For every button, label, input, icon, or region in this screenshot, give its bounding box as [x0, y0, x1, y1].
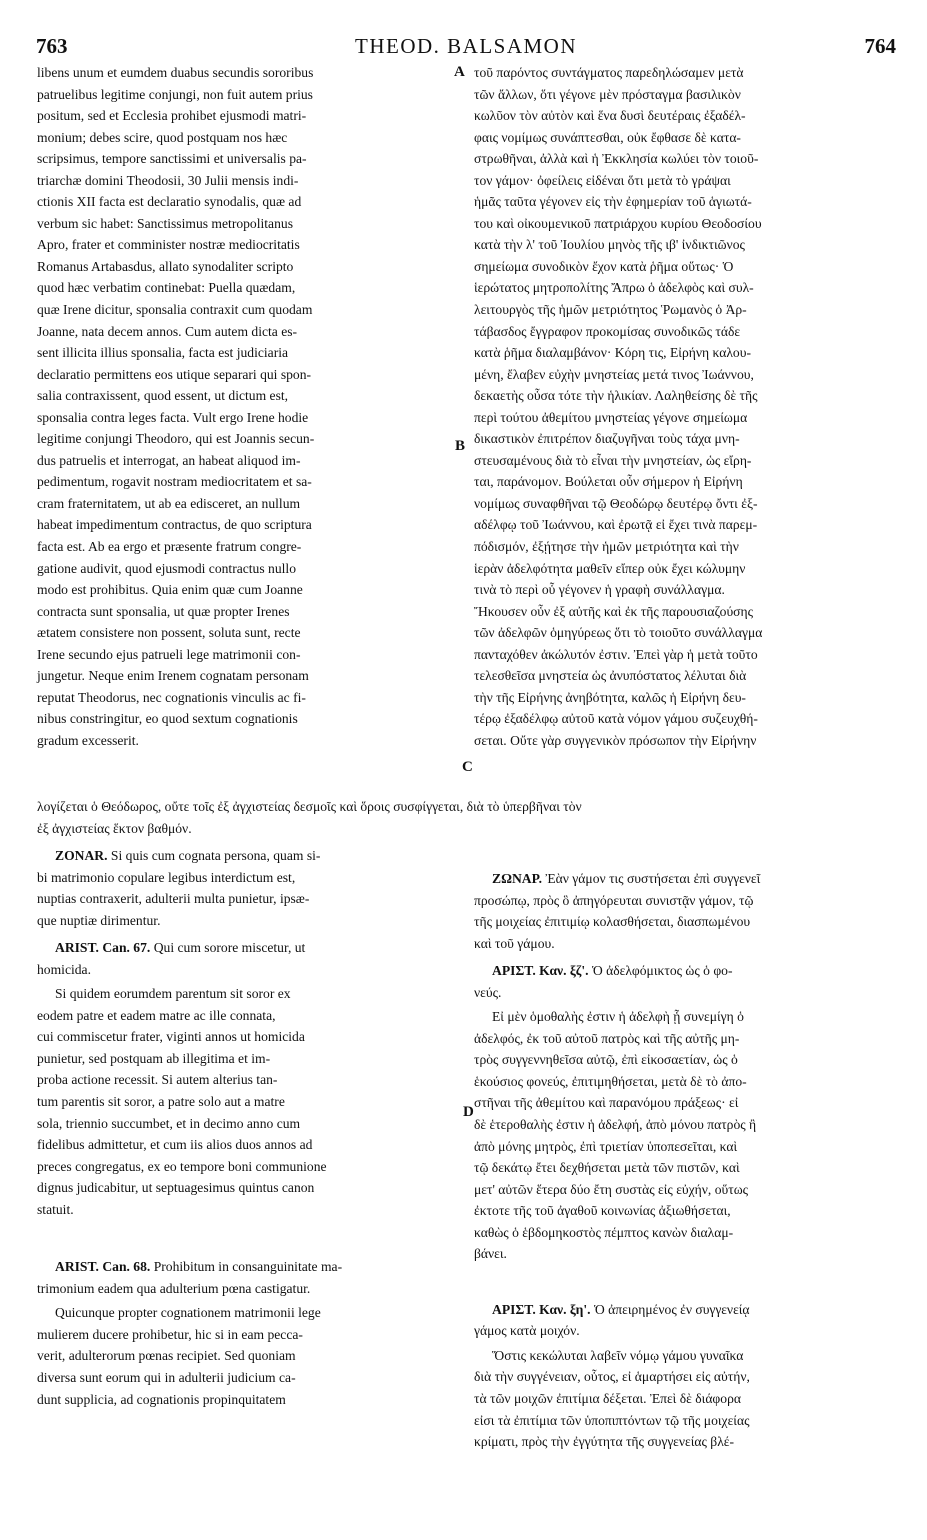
greek-arist68-text: Ὅστις κεκώλυται λαβεῖν νόμῳ γάμου γυναῖκα διὰ τὴν συγγένειαν, οὗτος, εἰ ἁμαρτήσει εἰς αὐτήν, τὰ τῶν μοιχῶν ἐπιτίμια δέξεται. Ἐπεὶ δὲ διάφορα εἰσι τὰ ἐπιτίμια τῶν ὑποπιπτόντων τῷ τῆς μοιχείας κρίματι, πρὸς τὴν ἐγγύτητα τῆς συγγενείας βλέ- — [474, 1347, 750, 1450]
margin-marker-a: A — [454, 64, 465, 80]
latin-arist68-title: Prohibitum in consanguinitate ma- trimonium eadem qua adulterium pœna castigatur. — [37, 1259, 343, 1296]
latin-arist67-label: ARIST. Can. 67. — [55, 940, 151, 956]
latin-zonar-paragraph — [37, 845, 459, 931]
margin-marker-c: C — [462, 759, 473, 775]
latin-arist68-label: ARIST. Can. 68. — [55, 1259, 151, 1275]
page-number-left: 763 — [36, 34, 68, 58]
latin-column-top — [37, 62, 459, 792]
greek-arist68-title: Ὁ ἀπειρημένος ἐν συγγενείᾳ γάμος κατὰ μοιχόν. — [474, 1301, 750, 1339]
latin-column-bottom — [37, 845, 459, 1410]
greek-column-bottom — [474, 868, 896, 1453]
greek-column-top — [474, 62, 896, 792]
latin-arist67-heading — [37, 937, 459, 980]
page-header — [36, 34, 896, 64]
greek-arist67-heading — [474, 960, 896, 1003]
latin-zonar-label: ZONAR. — [55, 848, 108, 863]
latin-arist68-heading — [37, 1256, 459, 1299]
margin-marker-d: D — [463, 1104, 474, 1120]
greek-zonar-label: ΖΩΝΑΡ. — [492, 871, 543, 886]
latin-arist67-text: Si quidem eorumdem parentum sit soror ex eodem patre et eadem matre ac ille connata, cui commiscetur frater, viginti annos ut homicida punietur, sed postquam ab illegitima et im- proba actione recessit. Si autem alterius tan- tum parentis sit soror, a patre solo aut a matre sola, triennio succumbet, et in decimo anno cum fidelibus admittetur, et cum iis alios duos annos ad preces congregatus, ex eo tempore boni communione dignus judicabitur, ut septuagesimus quintus canon statuit. — [37, 986, 327, 1217]
greek-arist67-text: Εἰ μὲν ὁμοθαλὴς ἐστιν ἡ ἀδελφὴ ᾗ συνεμίγη ὁ ἀδελφός, ἐκ τοῦ αὐτοῦ πατρὸς καὶ τῆς αὐτῆς μη- τρὸς συγγεννηθεῖσα αὐτῷ, ἐπὶ εἰκοσαετίαν, ὡς ὁ ἑκούσιος φονεύς, ἐπιτιμηθήσεται, μετὰ δὲ τὸ ἀπο- στῆναι τῆς ἀθεμίτου καὶ παρανόμου πράξεως· εἰ δὲ ἑτεροθαλὴς ἐστιν ἡ ἀδελφή, ἀπὸ μόνου πατρὸς ἢ ἀπὸ μόνης μητρὸς, ἐπὶ τριετίαν ὑποπεσεῖται, καὶ τῷ δεκάτῳ ἔτει δεχθήσεται μετὰ τῶν πιστῶν, καὶ μετ' αὐτῶν ἕτερα δύο ἔτη συστὰς εἰς εὐχήν, οὕτως ἐκτοτε τῆς τοῦ ἀγαθοῦ κοινωνίας ἀξιωθήσεται, καθὼς ὁ ἑβδομηκοστὸς πέμπτος κανὼν διαλαμ- βάνει. — [474, 1009, 757, 1262]
greek-arist68-label: ΑΡΙΣΤ. Καν. ξη'. — [492, 1301, 591, 1317]
greek-arist68-heading — [474, 1299, 896, 1342]
greek-arist67-label: ΑΡΙΣΤ. Καν. ξζ'. — [492, 963, 589, 979]
page-number-right: 764 — [864, 34, 896, 58]
latin-synodal-text: libens unum et eumdem duabus secundis sororibus patruelibus legitime conjungi, non fuit autem prius positum, sed et Ecclesia prohibet ejusmodi matri- monium; debes scire, quod postquam nos hæc scripsimus, tempore sanctissimi et universalis pa- triarchæ domini Theodosii, 30 Julii mensis indi- ctionis XII facta est declaratio synodalis, quæ ad verbum sic habet: Sanctissimus metropolitanus Apro, frater et comminister nostræ mediocritatis Romanus Artabasdus, allato synodaliter scripto quod hæc verbatim continebat: Puella quædam, quæ Irene dicitur, sponsalia contraxit cum quodam Joanne, nata decem annos. Cum autem dicta es- sent illicita illius sponsalia, facta est judiciaria declaratio permittens eos utique separari qui spon- salia contraxissent, quod essent, ut dictum est, sponsalia contra leges facta. Vult ergo Irene hodie legitime conjungi Theodoro, qui est Joannis secun- dus patruelis et interrogat, an habeat aliquod im- pedimentum, rogavit nostram mediocritatem et sa- cram fraternitatem, ut ab ea edisceret, an nullum habeat impedimentum contractus, de quo scriptura facta est. Ab ea ergo et præsente fratrum congre- gatione audivit, quod ejusmodi contractus nullo modo est prohibitus. Quia enim quæ cum Joanne contracta sunt sponsalia, ut quæ propter Irenes ætatem consistere non possent, soluta sunt, recte Irene secundo ejus patrueli lege matrimonii con- jungetur. Neque enim Irenem cognatam personam reputat Theodorus, nec cognationis vinculis ac fi- nibus constringitur, eo quod sextum cognationis gradum excesserit. — [37, 65, 315, 748]
greek-full-width-line: λογίζεται ὁ Θεόδωρος, οὔτε τοῖς ἐξ ἀγχιστείας δεσμοῖς καὶ ὅροις συσφίγγεται, διὰ τὸ ὑπερβῆναι τὸν ἐξ ἀγχιστείας ἕκτον βαθμόν. — [37, 799, 582, 836]
latin-zonar-text: Si quis cum cognata persona, quam si- bi matrimonio copulare legibus interdictum est, nuptias contraxerit, adulterii multa punietur, ipsæ- que nuptiæ dirimentur. — [37, 848, 321, 928]
running-title: THEOD. BALSAMON — [355, 34, 577, 58]
greek-synodal-text: τοῦ παρόντος συντάγματος παρεδηλώσαμεν μετὰ τῶν ἄλλων, ὅτι γέγονε μὲν πρόσταγμα βασιλικὸν κωλῦον τὸν αὐτὸν καὶ ἕνα δυσὶ δευτέραις ἐξαδέλ- φαις νομίμως συνάπτεσθαι, οὐκ ἔφθασε δὲ κατα- στρωθῆναι, ἀλλὰ καὶ ἡ Ἐκκλησία κωλύει τὸν τοιοῦ- τον γάμον· ὀφείλεις εἰδέναι ὅτι μετὰ τὸ γράψαι ἡμᾶς ταῦτα γέγονεν εἰς τὴν ἐφημερίαν τοῦ ἁγιωτά- του καὶ οἰκουμενικοῦ πατριάρχου κυρίου Θεοδοσίου κατὰ τὴν λ' τοῦ Ἰουλίου μηνὸς τῆς ιβ' ἰνδικτιῶνος σημείωμα συνοδικὸν ἔχον κατὰ ῥῆμα οὕτως· Ὁ ἱερώτατος μητροπολίτης Ἄπρω ὁ ἀδελφὸς καὶ συλ- λειτουργὸς τῆς ἡμῶν μετριότητος Ῥωμανὸς ὁ Ἀρ- τάβασδος ἔγγραφον προκομίσας συνοδικῶς τάδε κατὰ ῥῆμα διαλαμβάνον· Κόρη τις, Εἰρήνη καλου- μένη, ἔλαβεν εὐχὴν μνηστείας μετά τινος Ἰωάννου, δεκαετὴς οὖσα τότε τὴν ἡλικίαν. Λαληθείσης δὲ τῆς περὶ τούτου ἀθεμίτου μνηστείας γέγονε σημείωμα δικαστικὸν ἐπιτρέπον διαζυγῆναι τοὺς τάχα μνη- στευσαμένους διὰ τὸ εἶναι τὴν μνηστείαν, ὡς εἴρη- ται, παράνομον. Βούλεται οὖν σήμερον ἡ Εἰρήνη νομίμως συναφθῆναι τῷ Θεοδώρῳ δευτέρῳ ὄντι ἐξ- αδέλφῳ τοῦ Ἰωάννου, καὶ ἐρωτᾷ εἰ ἔχει τινὰ παρεμ- πόδισμόν, ἐξῄτησε τὴν ἡμῶν μετριότητα καὶ τὴν ἱερὰν ἀδελφότητα μαθεῖν εἴπερ οὐκ ἔχει κώλυμην τινὰ τὸ περὶ οὗ γέγονεν ἡ γραφὴ συνάλλαγμα. Ἤκουσεν οὖν ἐξ αὐτῆς καὶ ἐκ τῆς παρουσιαζούσης τῶν ἀδελφῶν ὁμηγύρεως ὅτι τὸ τοιοῦτο συνάλλαγμα πανταχόθεν ἀκώλυτόν ἐστιν. Ἐπεὶ γὰρ ἡ μετὰ τοῦτο τελεσθεῖσα μνηστεία ὡς ἀνυπόστατος λέλυται διὰ τὴν τῆς Εἰρήνης ἀνηβότητα, καλῶς ἡ Εἰρήνη δευ- τέρῳ ἐξαδέλφῳ αὐτοῦ κατὰ νόμον γάμου συζευχθή- σεται. Οὔτε γὰρ συγγενικὸν πρόσωπον τὴν Εἰρήνην — [474, 65, 763, 748]
greek-zonar-text: Ἐὰν γάμον τις συστήσεται ἐπὶ συγγενεῖ προσώπῳ, πρὸς ὃ ἀπηγόρευται συνιστᾷν γάμον, τῷ τῆς μοιχείας ἐπιτιμίῳ κολασθήσεται, διασπωμένου καὶ τοῦ γάμου. — [474, 871, 761, 951]
greek-arist67-title: Ὁ ἀδελφόμικτος ὡς ὁ φο- νεύς. — [474, 963, 733, 1000]
margin-marker-b: B — [455, 438, 466, 454]
greek-zonar-paragraph — [474, 868, 896, 954]
latin-arist67-title: Qui cum sorore miscetur, ut homicida. — [37, 940, 306, 977]
latin-arist68-text: Quicunque propter cognationem matrimonii lege mulierem ducere prohibetur, hic si in eam pecca- verit, adulterorum pœnas recipiet. Sed quoniam diversa sunt eorum qui in adulterii judicium ca- dunt supplicia, ad cognationis propinquitatem — [37, 1305, 321, 1407]
